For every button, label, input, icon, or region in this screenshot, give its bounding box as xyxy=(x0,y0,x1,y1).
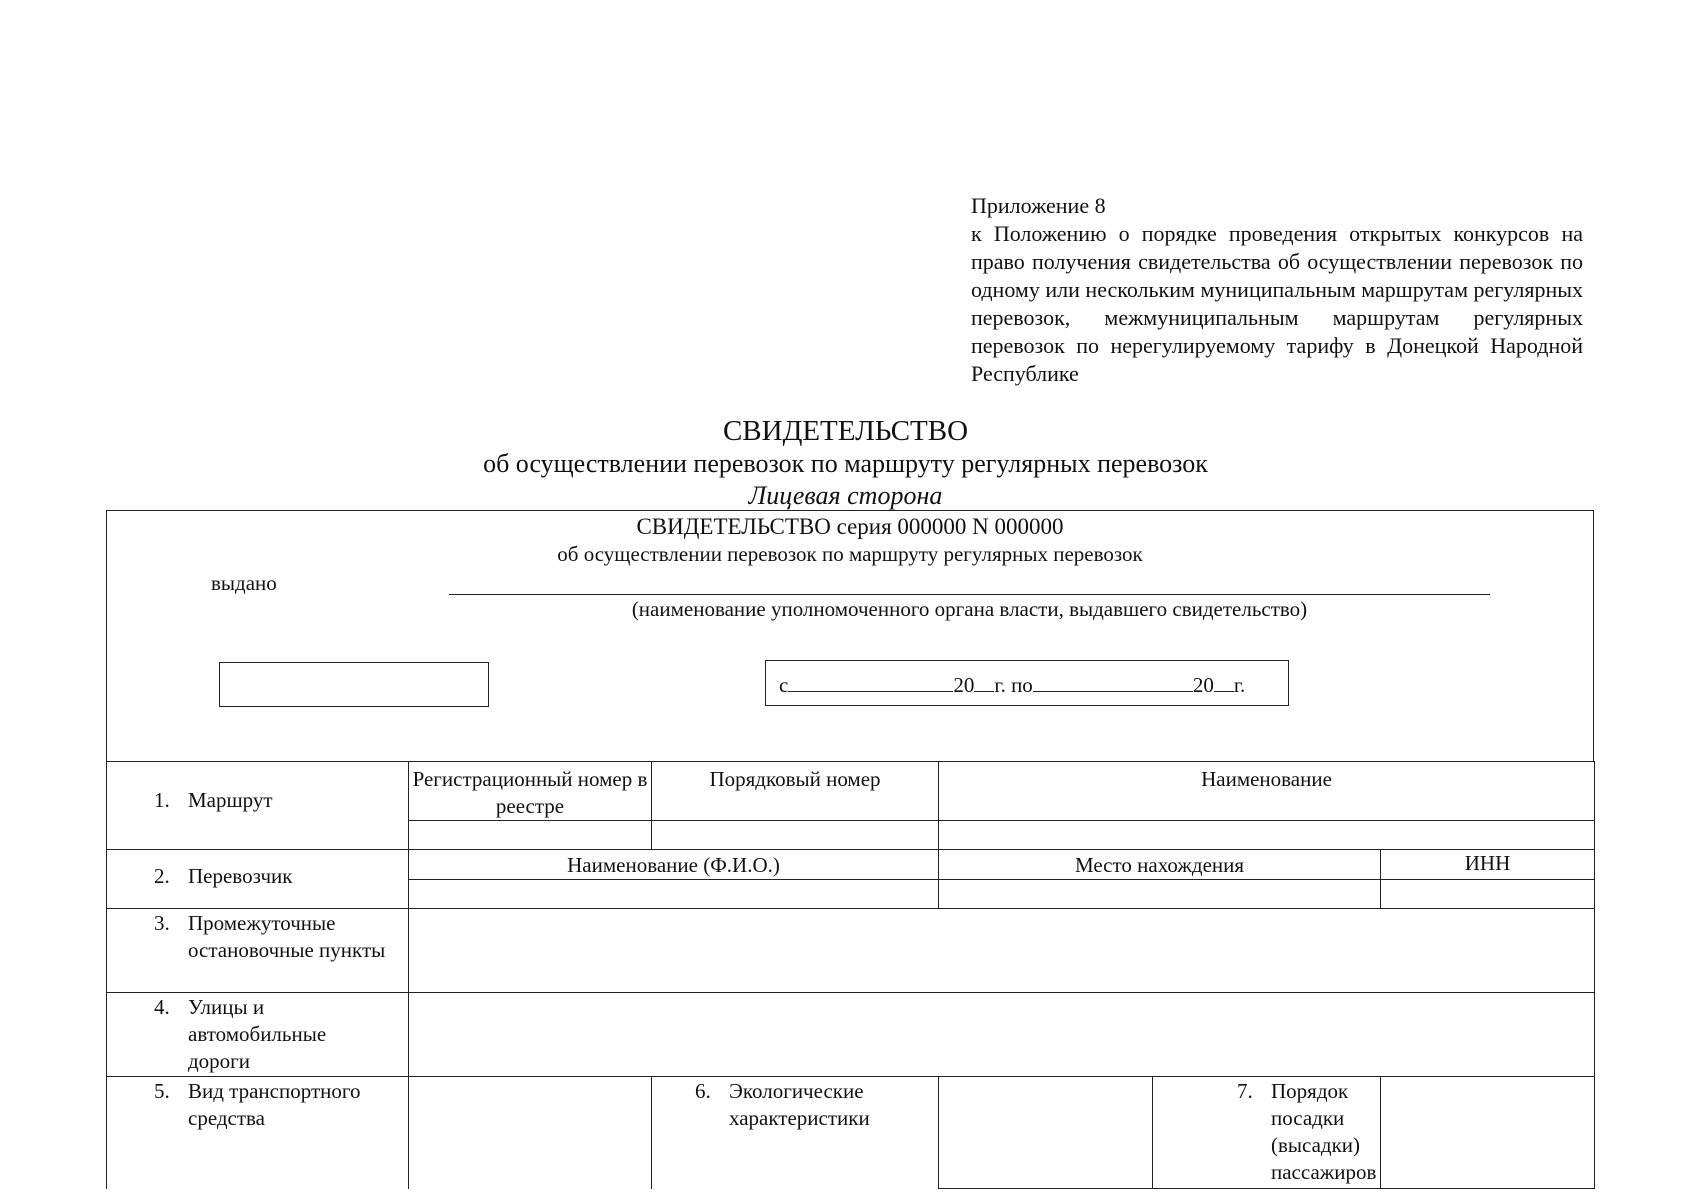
certificate-subtitle: об осуществлении перевозок по маршруту регулярных перевозок xyxy=(557,542,1143,566)
table-row xyxy=(107,1077,1595,1189)
eco-value-cell[interactable] xyxy=(939,1077,1153,1189)
table-row xyxy=(107,850,1595,880)
row-number: 1. xyxy=(154,788,170,812)
order-number-header: Порядковый номер xyxy=(652,762,939,821)
certificate-number-box[interactable] xyxy=(219,662,489,707)
table-row xyxy=(107,762,1595,821)
streets-label-cell xyxy=(107,993,409,1077)
annex-title: Приложение 8 xyxy=(971,193,1106,218)
table-row xyxy=(107,909,1595,993)
annex-description: к Положению о порядке проведения открытых конкурсов на право получения свидетельства об осуществлении перевозок по одному или нескольким муниципальным маршрутам регулярных перевозок, межмуниципальным маршрутам регулярных перевозок по нерегулируемому тарифу в Донецкой Народной Республике xyxy=(971,221,1583,386)
document-side-label: Лицевая сторона xyxy=(748,481,943,510)
route-label: Маршрут xyxy=(188,788,273,812)
stops-value-cell[interactable] xyxy=(409,909,1595,993)
row-number: 6. xyxy=(695,1079,711,1103)
eco-label: Экологические характеристики xyxy=(729,1079,870,1130)
period-to-blank[interactable] xyxy=(1033,673,1193,692)
carrier-location-value-cell[interactable] xyxy=(939,880,1381,909)
route-label-cell xyxy=(107,762,409,850)
carrier-label-cell xyxy=(107,850,409,909)
order-number-value-cell[interactable] xyxy=(652,821,939,850)
route-details-table xyxy=(106,761,1595,1189)
issuer-blank-line[interactable] xyxy=(449,594,1490,595)
carrier-label: Перевозчик xyxy=(188,864,293,888)
boarding-label-cell xyxy=(1153,1077,1381,1189)
vehicle-type-label: Вид транспортного средства xyxy=(188,1079,361,1130)
route-name-header: Наименование xyxy=(939,762,1595,821)
vehicle-type-value-cell[interactable] xyxy=(409,1077,652,1189)
document-subtitle: об осуществлении перевозок по маршруту регулярных перевозок xyxy=(483,449,1208,478)
row-number: 4. xyxy=(154,995,170,1019)
reg-number-value-cell[interactable] xyxy=(409,821,652,850)
carrier-name-value-cell[interactable] xyxy=(409,880,939,909)
period-end-label: г. xyxy=(1233,673,1246,697)
period-year-blank-1[interactable] xyxy=(974,673,994,692)
carrier-name-header: Наименование (Ф.И.О.) xyxy=(409,850,939,880)
carrier-inn-header: ИНН xyxy=(1381,850,1595,880)
period-from-label: с xyxy=(779,673,789,697)
stops-label: Промежуточные остановочные пункты xyxy=(188,911,386,962)
document-title: СВИДЕТЕЛЬСТВО xyxy=(722,415,969,447)
period-year-prefix-1: 20 xyxy=(953,673,975,697)
vehicle-type-label-cell xyxy=(107,1077,409,1189)
period-year-prefix-2: 20 xyxy=(1192,673,1214,697)
period-from-blank[interactable] xyxy=(788,673,953,692)
eco-label-cell xyxy=(652,1077,939,1189)
carrier-location-header: Место нахождения xyxy=(939,850,1381,880)
validity-period-box[interactable] xyxy=(765,660,1289,706)
row-number: 2. xyxy=(154,864,170,888)
period-to-label: г. по xyxy=(994,673,1033,697)
boarding-value-cell[interactable] xyxy=(1381,1077,1595,1189)
streets-label: Улицы и автомобильные дороги xyxy=(188,995,327,1073)
issuer-caption: (наименование уполномоченного органа власти, выдавшего свидетельство) xyxy=(631,597,1308,621)
route-name-value-cell[interactable] xyxy=(939,821,1595,850)
carrier-inn-value-cell[interactable] xyxy=(1381,880,1595,909)
streets-value-cell[interactable] xyxy=(409,993,1595,1077)
boarding-label: Порядок посадки (высадки) пассажиров xyxy=(1271,1079,1377,1184)
certificate-series-line: СВИДЕТЕЛЬСТВО серия 000000 N 000000 xyxy=(636,514,1064,539)
stops-label-cell xyxy=(107,909,409,993)
row-number: 3. xyxy=(154,911,170,935)
row-number: 5. xyxy=(154,1079,170,1103)
issued-label: выдано xyxy=(211,571,277,595)
period-year-blank-2[interactable] xyxy=(1214,673,1234,692)
reg-number-header: Регистрационный номер в реестре xyxy=(409,762,652,821)
row-number: 7. xyxy=(1237,1079,1253,1103)
table-row xyxy=(107,993,1595,1077)
